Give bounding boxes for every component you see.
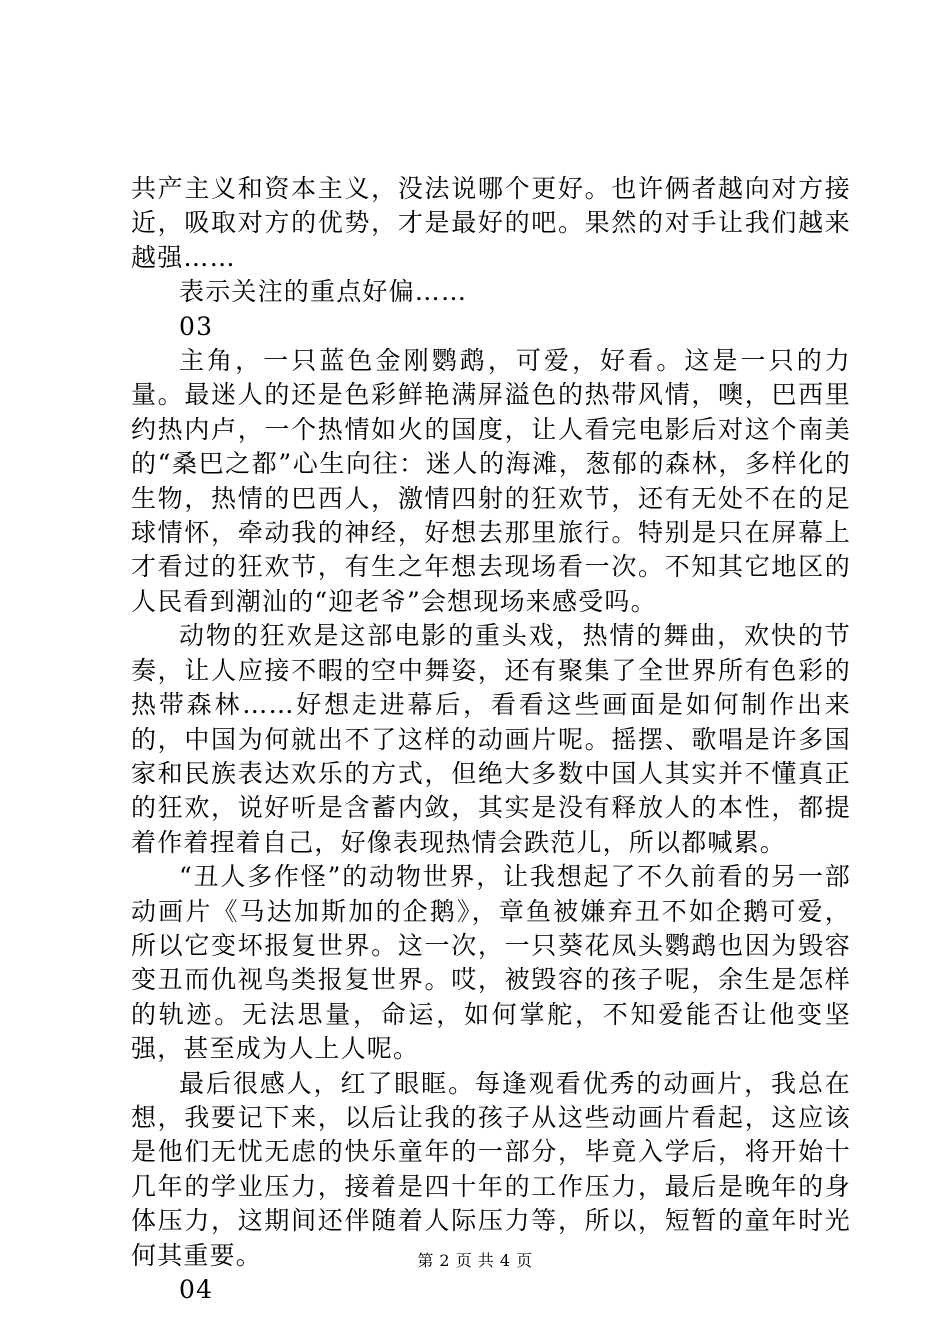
- paragraph-4: 动物的狂欢是这部电影的重头戏，热情的舞曲，欢快的节奏，让人应接不暇的空中舞姿，还有聚集了全世界所有色彩的热带森林……好想走进幕后，看看这些画面是如何制作出来的，中国为何就出不了这样的动画片呢。摇摆、歌唱是许多国家和民族表达欢乐的方式，但绝大多数中国人其实并不懂真正的狂欢，说好听是含蓄内敛，其实是没有释放人的本性，都提着作着捏着自己，好像表现热情会跌范儿，所以都喊累。: [131, 621, 851, 857]
- paragraph-5: “丑人多作怪”的动物世界，让我想起了不久前看的另一部动画片《马达加斯加的企鹅》，章鱼被嫌弃丑不如企鹅可爱，所以它变坏报复世界。这一次，一只葵花凤头鹦鹉也因为毁容变丑而仇视鸟类报复世界。哎，被毁容的孩子呢，余生是怎样的轨迹。无法思量，命运，如何掌舵，不知爱能否让他变坚强，甚至成为人上人呢。: [131, 862, 851, 1064]
- paragraph-3: 主角，一只蓝色金刚鹦鹉，可爱，好看。这是一只的力量。最迷人的还是色彩鲜艳满屏溢色的热带风情，噢，巴西里约热内卢，一个热情如火的国度，让人看完电影后对这个南美的“桑巴之都”心生向往：迷人的海滩，葱郁的森林，多样化的生物，热情的巴西人，激情四射的狂欢节，还有无处不在的足球情怀，牵动我的神经，好想去那里旅行。特别是只在屏幕上才看过的狂欢节，有生之年想去现场看一次。不知其它地区的人民看到潮汕的“迎老爷”会想现场来感受吗。: [131, 346, 851, 616]
- body-text: [131, 172, 851, 1307]
- section-number-03: 03: [179, 311, 214, 341]
- page-footer: 第 2 页 共 4 页: [417, 1251, 533, 1270]
- section-number-04: 04: [179, 1275, 214, 1304]
- paragraph-1: 共产主义和资本主义，没法说哪个更好。也许俩者越向对方接近，吸取对方的优势，才是最好的吧。果然的对手让我们越来越强……: [131, 174, 851, 272]
- paragraph-2: 表示关注的重点好偏……: [179, 277, 468, 307]
- paragraph-6: 最后很感人，红了眼眶。每逢观看优秀的动画片，我总在想，我要记下来，以后让我的孩子从这些动画片看起，这应该是他们无忧无虑的快乐童年的一部分，毕竟入学后，将开始十几年的学业压力，接着是四十年的工作压力，最后是晚年的身体压力，这期间还伴随着人际压力等，所以，短暂的童年时光何其重要。: [131, 1068, 851, 1270]
